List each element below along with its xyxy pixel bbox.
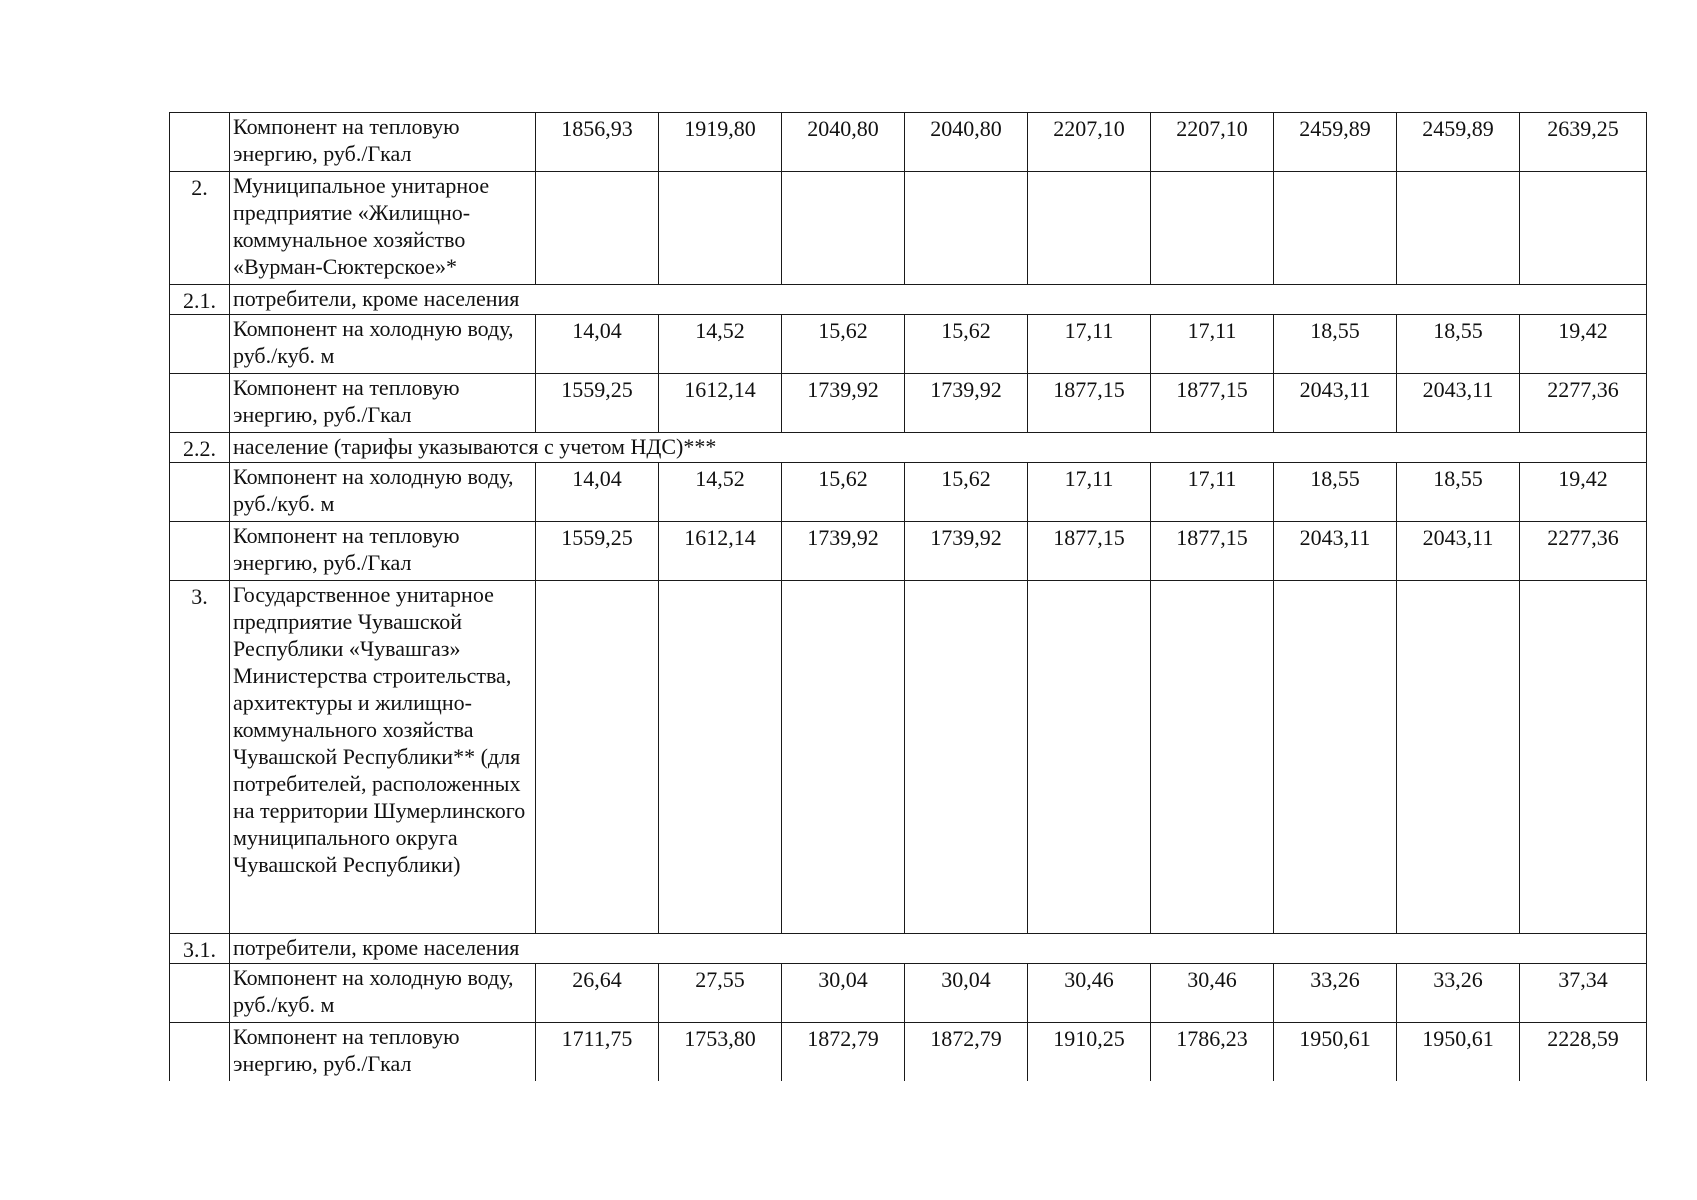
tariff-value-cell: 19,42 — [1520, 315, 1647, 374]
tariff-value-cell: 1753,80 — [659, 1023, 782, 1082]
table-row — [170, 463, 1647, 522]
subgroup-label-cell: население (тарифы указываются с учетом НДС)*** — [230, 433, 1647, 463]
table-row — [170, 964, 1647, 1023]
tariff-value-cell: 2277,36 — [1520, 374, 1647, 433]
row-number-cell — [170, 315, 230, 374]
tariff-value-cell: 33,26 — [1397, 964, 1520, 1023]
row-number-cell — [170, 374, 230, 433]
tariff-value-cell: 1612,14 — [659, 522, 782, 581]
tariff-value-cell: 1877,15 — [1151, 522, 1274, 581]
tariff-value-cell: 18,55 — [1274, 315, 1397, 374]
tariff-value-cell: 17,11 — [1028, 463, 1151, 522]
tariff-value-cell: 30,04 — [905, 964, 1028, 1023]
table-row — [170, 934, 1647, 964]
tariff-table-body — [170, 113, 1647, 1082]
row-number-cell — [170, 1023, 230, 1082]
tariff-value-cell: 17,11 — [1151, 315, 1274, 374]
tariff-value-cell: 1739,92 — [782, 522, 905, 581]
component-name-cell: Компонент на тепловую энергию, руб./Гкал — [230, 522, 536, 581]
tariff-value-cell: 26,64 — [536, 964, 659, 1023]
tariff-value-cell: 1877,15 — [1151, 374, 1274, 433]
tariff-value-cell — [1151, 172, 1274, 285]
table-row — [170, 172, 1647, 285]
tariff-value-cell — [1397, 172, 1520, 285]
tariff-value-cell: 19,42 — [1520, 463, 1647, 522]
component-name-cell: Компонент на холодную воду, руб./куб. м — [230, 463, 536, 522]
tariff-value-cell: 1559,25 — [536, 374, 659, 433]
component-name-cell: Компонент на тепловую энергию, руб./Гкал — [230, 374, 536, 433]
tariff-value-cell — [782, 581, 905, 934]
tariff-value-cell: 30,46 — [1151, 964, 1274, 1023]
tariff-value-cell: 18,55 — [1397, 463, 1520, 522]
tariff-value-cell — [1028, 172, 1151, 285]
tariff-value-cell: 2207,10 — [1151, 113, 1274, 172]
tariff-value-cell — [1274, 172, 1397, 285]
tariff-value-cell: 2043,11 — [1274, 374, 1397, 433]
row-number-cell: 3. — [170, 581, 230, 934]
row-number-cell: 2.2. — [170, 433, 230, 463]
component-name-cell: Компонент на тепловую энергию, руб./Гкал — [230, 113, 536, 172]
tariff-value-cell: 2043,11 — [1397, 522, 1520, 581]
tariff-value-cell: 1559,25 — [536, 522, 659, 581]
tariff-value-cell: 1950,61 — [1397, 1023, 1520, 1082]
tariff-value-cell: 2639,25 — [1520, 113, 1647, 172]
tariff-value-cell: 17,11 — [1151, 463, 1274, 522]
tariff-table — [169, 112, 1647, 1081]
subgroup-label-cell: потребители, кроме населения — [230, 285, 1647, 315]
component-name-cell: Компонент на холодную воду, руб./куб. м — [230, 964, 536, 1023]
table-row — [170, 315, 1647, 374]
tariff-value-cell: 2459,89 — [1397, 113, 1520, 172]
tariff-value-cell: 1711,75 — [536, 1023, 659, 1082]
table-row — [170, 522, 1647, 581]
tariff-value-cell: 1872,79 — [782, 1023, 905, 1082]
tariff-value-cell: 1919,80 — [659, 113, 782, 172]
tariff-value-cell: 37,34 — [1520, 964, 1647, 1023]
table-row — [170, 1023, 1647, 1082]
tariff-value-cell: 14,04 — [536, 463, 659, 522]
tariff-value-cell: 33,26 — [1274, 964, 1397, 1023]
row-number-cell: 2.1. — [170, 285, 230, 315]
tariff-value-cell: 1856,93 — [536, 113, 659, 172]
tariff-value-cell — [1520, 581, 1647, 934]
tariff-value-cell — [1520, 172, 1647, 285]
tariff-value-cell: 15,62 — [905, 315, 1028, 374]
tariff-value-cell — [1028, 581, 1151, 934]
tariff-value-cell: 1739,92 — [905, 374, 1028, 433]
row-number-cell — [170, 964, 230, 1023]
tariff-value-cell — [782, 172, 905, 285]
tariff-value-cell — [1397, 581, 1520, 934]
tariff-value-cell: 1877,15 — [1028, 374, 1151, 433]
tariff-value-cell: 14,52 — [659, 463, 782, 522]
tariff-value-cell: 30,46 — [1028, 964, 1151, 1023]
tariff-value-cell: 17,11 — [1028, 315, 1151, 374]
table-row — [170, 581, 1647, 934]
row-number-cell — [170, 463, 230, 522]
tariff-value-cell: 1872,79 — [905, 1023, 1028, 1082]
row-number-cell: 3.1. — [170, 934, 230, 964]
tariff-value-cell: 14,52 — [659, 315, 782, 374]
organization-name-cell: Государственное унитарное предприятие Чувашской Республики «Чувашгаз» Министерства строительства, архитектуры и жилищно-коммунального хозяйства Чувашской Республики** (для потребителей, расположенных на территории Шумерлинского муниципального округа Чувашской Республики) — [230, 581, 536, 934]
tariff-value-cell: 14,04 — [536, 315, 659, 374]
tariff-value-cell: 2043,11 — [1397, 374, 1520, 433]
tariff-value-cell: 2459,89 — [1274, 113, 1397, 172]
table-row — [170, 113, 1647, 172]
tariff-value-cell: 27,55 — [659, 964, 782, 1023]
tariff-value-cell: 2040,80 — [905, 113, 1028, 172]
tariff-value-cell: 1612,14 — [659, 374, 782, 433]
tariff-value-cell: 2207,10 — [1028, 113, 1151, 172]
tariff-value-cell — [659, 581, 782, 934]
table-row — [170, 285, 1647, 315]
tariff-value-cell: 18,55 — [1274, 463, 1397, 522]
tariff-value-cell — [536, 581, 659, 934]
organization-name-cell: Муниципальное унитарное предприятие «Жилищно-коммунальное хозяйство «Вурман-Сюктерское»* — [230, 172, 536, 285]
component-name-cell: Компонент на холодную воду, руб./куб. м — [230, 315, 536, 374]
tariff-value-cell: 15,62 — [782, 463, 905, 522]
tariff-value-cell — [659, 172, 782, 285]
tariff-value-cell: 2040,80 — [782, 113, 905, 172]
tariff-value-cell: 30,04 — [782, 964, 905, 1023]
row-number-cell — [170, 522, 230, 581]
tariff-value-cell — [905, 172, 1028, 285]
tariff-value-cell — [905, 581, 1028, 934]
row-number-cell: 2. — [170, 172, 230, 285]
subgroup-label-cell: потребители, кроме населения — [230, 934, 1647, 964]
tariff-value-cell: 1877,15 — [1028, 522, 1151, 581]
tariff-value-cell: 1739,92 — [782, 374, 905, 433]
tariff-value-cell: 2277,36 — [1520, 522, 1647, 581]
component-name-cell: Компонент на тепловую энергию, руб./Гкал — [230, 1023, 536, 1082]
tariff-value-cell: 2043,11 — [1274, 522, 1397, 581]
tariff-value-cell — [1151, 581, 1274, 934]
tariff-value-cell: 1910,25 — [1028, 1023, 1151, 1082]
table-row — [170, 374, 1647, 433]
table-row — [170, 433, 1647, 463]
tariff-value-cell: 1739,92 — [905, 522, 1028, 581]
tariff-value-cell: 2228,59 — [1520, 1023, 1647, 1082]
tariff-value-cell — [1274, 581, 1397, 934]
tariff-value-cell: 1950,61 — [1274, 1023, 1397, 1082]
row-number-cell — [170, 113, 230, 172]
tariff-value-cell: 1786,23 — [1151, 1023, 1274, 1082]
tariff-value-cell: 15,62 — [782, 315, 905, 374]
tariff-value-cell: 18,55 — [1397, 315, 1520, 374]
tariff-value-cell — [536, 172, 659, 285]
tariff-value-cell: 15,62 — [905, 463, 1028, 522]
